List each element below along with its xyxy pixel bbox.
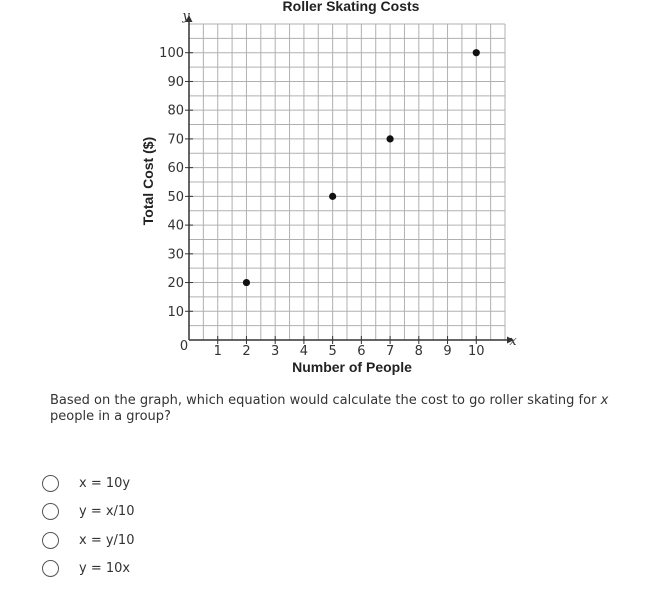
question-text-end: people in a group? <box>50 409 171 424</box>
question-prompt <box>50 393 620 425</box>
question-text-start: Based on the graph, which equation would calculate the cost to go roller skating for <box>50 393 601 408</box>
y-tick-label: 60 <box>167 161 184 177</box>
choice-label: x = 10y <box>79 475 131 491</box>
data-point <box>243 279 250 286</box>
x-tick-label: 4 <box>299 344 309 359</box>
choice-3[interactable] <box>42 529 134 551</box>
y-tick-label: 50 <box>167 189 184 205</box>
y-tick-label: 40 <box>167 218 184 234</box>
data-point <box>386 135 393 142</box>
x-tick-label: 6 <box>357 344 366 359</box>
choice-1[interactable] <box>42 472 134 494</box>
y-tick-label: 100 <box>159 46 184 62</box>
choice-label: y = x/10 <box>79 504 135 519</box>
x-axis-letter: x <box>509 334 517 349</box>
data-point <box>473 49 480 56</box>
y-tick-label: 20 <box>167 276 184 292</box>
choice-2[interactable] <box>42 501 134 523</box>
y-tick-label: 80 <box>167 103 184 119</box>
radio-button-icon[interactable] <box>42 560 59 577</box>
x-tick-label: 7 <box>385 344 395 359</box>
choice-label: y = 10x <box>79 561 131 576</box>
y-tick-label: 30 <box>167 247 184 263</box>
x-axis-label: Number of People <box>292 359 412 375</box>
y-tick-label: 90 <box>167 74 184 90</box>
y-tick-label: 70 <box>167 132 184 148</box>
x-tick-label: 9 <box>443 344 452 359</box>
x-tick-label: 5 <box>328 344 337 359</box>
x-tick-label: 3 <box>271 344 280 359</box>
radio-button-icon[interactable] <box>42 475 59 492</box>
data-point <box>329 193 336 200</box>
x-tick-label: 8 <box>414 344 423 359</box>
radio-button-icon[interactable] <box>42 532 59 549</box>
x-tick-label: 10 <box>467 344 485 359</box>
answer-choices <box>42 472 134 586</box>
radio-button-icon[interactable] <box>42 503 59 520</box>
x-tick-label: 2 <box>242 344 251 359</box>
chart-title: Roller Skating Costs <box>282 0 420 14</box>
y-axis-letter: y <box>182 9 190 24</box>
chart-grid <box>189 24 505 340</box>
origin-label: 0 <box>179 339 189 354</box>
choice-4[interactable] <box>42 558 134 580</box>
chart-axes <box>186 15 515 344</box>
choice-label: x = y/10 <box>79 532 135 548</box>
question-variable: x <box>600 393 609 408</box>
y-axis-label: Total Cost ($) <box>140 136 156 226</box>
y-tick-label: 10 <box>167 304 184 320</box>
chart-ticks <box>159 46 484 359</box>
x-tick-label: 1 <box>213 344 222 359</box>
